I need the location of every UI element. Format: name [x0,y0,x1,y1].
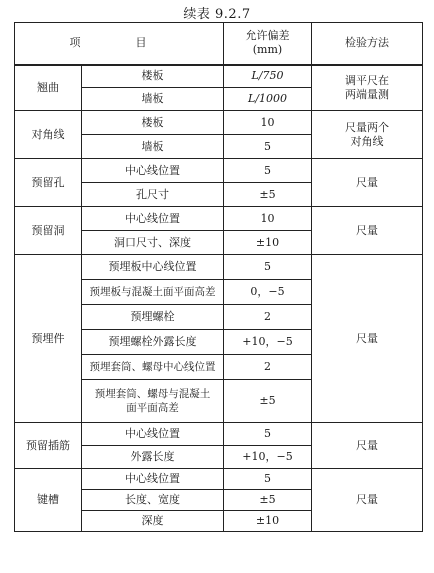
group-name: 翘曲 [15,65,82,111]
value-cell: 5 [224,135,312,159]
value-cell: ±10 [224,511,312,532]
tolerance-table [14,22,423,532]
value-cell: 10 [224,207,312,231]
item-cell: 中心线位置 [82,159,224,183]
method-cell: 尺量 [312,207,423,255]
group-name: 预留孔 [15,159,82,207]
item-cell: 外露长度 [82,446,224,469]
item-cell: 预埋板与混凝土面平面高差 [82,280,224,305]
value-cell: +10，−5 [224,330,312,355]
value-cell: ±10 [224,231,312,255]
item-cell: 楼板 [82,111,224,135]
group-name: 对角线 [15,111,82,159]
table-row [15,111,423,135]
group-name: 键槽 [15,469,82,532]
value-cell: ±5 [224,380,312,423]
value-cell: 5 [224,423,312,446]
header-deviation: 允许偏差 (mm) [224,23,312,65]
group-name: 预留插筋 [15,423,82,469]
item-cell: 深度 [82,511,224,532]
item-cell: 墙板 [82,88,224,111]
table-row [15,65,423,88]
table-row [15,159,423,183]
item-cell: 预埋螺栓外露长度 [82,330,224,355]
value-cell: 5 [224,469,312,490]
item-cell: 预埋螺栓 [82,305,224,330]
group-name: 预留洞 [15,207,82,255]
item-cell: 孔尺寸 [82,183,224,207]
value-cell: L/1000 [224,88,312,111]
value-cell: ±5 [224,183,312,207]
method-cell: 尺量两个 对角线 [312,111,423,159]
method-cell: 调平尺在 两端量测 [312,65,423,111]
method-cell: 尺量 [312,469,423,532]
value-cell: 2 [224,355,312,380]
item-cell: 预埋套筒、螺母与混凝土 面平面高差 [82,380,224,423]
table-row [15,423,423,446]
header-row [15,23,423,65]
item-cell: 长度、宽度 [82,490,224,511]
value-cell: 0，−5 [224,280,312,305]
method-cell: 尺量 [312,423,423,469]
item-cell: 中心线位置 [82,423,224,446]
group-name: 预埋件 [15,255,82,423]
method-cell: 尺量 [312,159,423,207]
item-cell: 中心线位置 [82,207,224,231]
item-cell: 中心线位置 [82,469,224,490]
table-caption: 续表 9.2.7 [183,7,251,22]
table-row [15,207,423,231]
item-cell: 洞口尺寸、深度 [82,231,224,255]
item-cell: 楼板 [82,65,224,88]
value-cell: 2 [224,305,312,330]
value-cell: ±5 [224,490,312,511]
method-cell: 尺量 [312,255,423,423]
item-cell: 墙板 [82,135,224,159]
table-row [15,469,423,490]
value-cell: 10 [224,111,312,135]
value-cell: 5 [224,159,312,183]
value-cell: L/750 [224,65,312,88]
header-method: 检验方法 [312,23,423,65]
value-cell: +10，−5 [224,446,312,469]
header-item: 项 目 [15,23,224,65]
table-row [15,255,423,280]
value-cell: 5 [224,255,312,280]
item-cell: 预埋套筒、螺母中心线位置 [82,355,224,380]
item-cell: 预埋板中心线位置 [82,255,224,280]
